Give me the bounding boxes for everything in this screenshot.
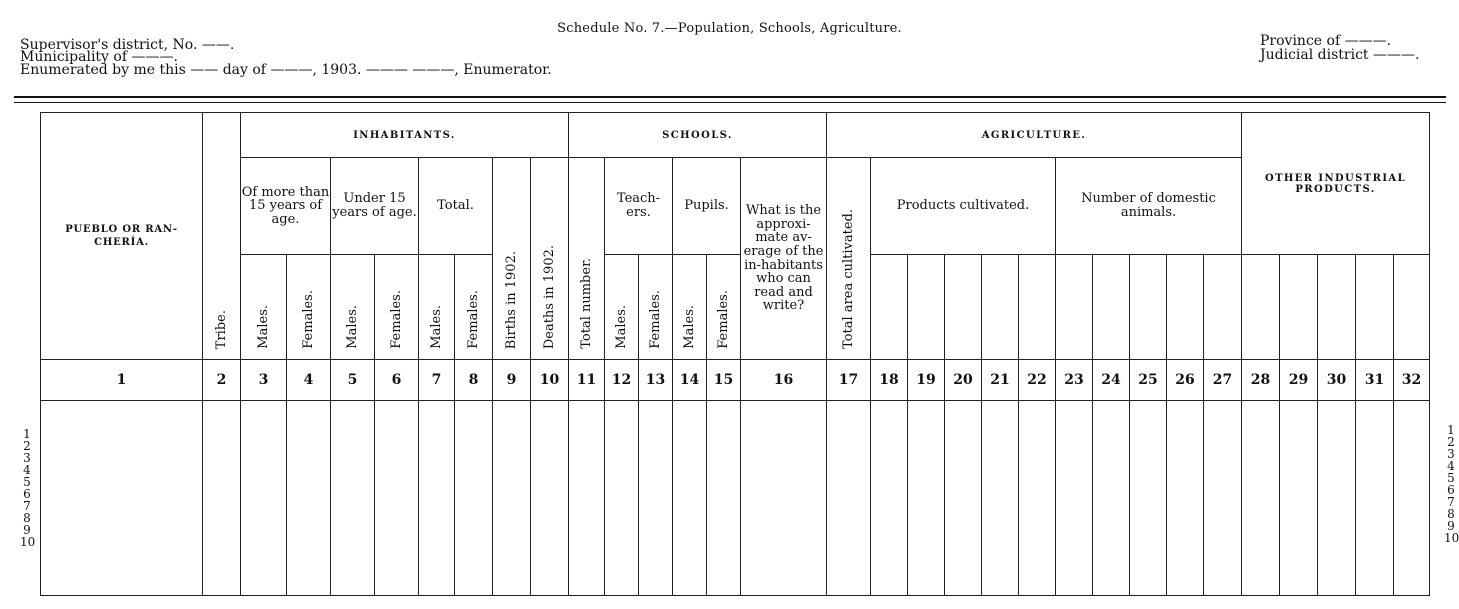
column-number-row xyxy=(41,360,1430,401)
blank-header xyxy=(1356,255,1394,360)
header-agriculture: AGRICULTURE. xyxy=(827,113,1242,158)
entry-cell[interactable] xyxy=(1394,401,1430,596)
blank-header xyxy=(871,255,908,360)
entry-cell[interactable] xyxy=(287,401,331,596)
row-number: 10 xyxy=(20,535,36,549)
entry-cell[interactable] xyxy=(1056,401,1093,596)
header-males: Males. xyxy=(673,255,707,360)
header-products-cultivated: Products cultivated. xyxy=(871,158,1056,255)
blank-header xyxy=(1093,255,1130,360)
entry-cell[interactable] xyxy=(1130,401,1167,596)
entry-cell[interactable] xyxy=(1093,401,1130,596)
column-number: 22 xyxy=(1019,360,1056,401)
enumerated-line: Enumerated by me this —— day of ———, 1903. ——— ———, Enumerator. xyxy=(20,62,552,78)
row-number: 1 xyxy=(1447,423,1455,437)
header-teachers: Teach-ers. xyxy=(605,158,673,255)
column-number: 20 xyxy=(945,360,982,401)
row-number: 4 xyxy=(1447,459,1455,473)
entry-cell[interactable] xyxy=(1318,401,1356,596)
entry-cell[interactable] xyxy=(41,401,203,596)
row-number: 5 xyxy=(23,475,31,489)
entry-cell[interactable] xyxy=(827,401,871,596)
row-numbers-right xyxy=(1444,424,1458,544)
row-number: 9 xyxy=(1447,519,1455,533)
column-number: 15 xyxy=(707,360,741,401)
header-females: Females. xyxy=(287,255,331,360)
blank-header xyxy=(1056,255,1093,360)
column-number: 12 xyxy=(605,360,639,401)
schedule-subject: —Population, Schools, Agriculture. xyxy=(664,21,902,36)
column-number: 23 xyxy=(1056,360,1093,401)
blank-header xyxy=(1318,255,1356,360)
header-inhabitants: INHABITANTS. xyxy=(241,113,569,158)
entry-cell[interactable] xyxy=(531,401,569,596)
row-number: 5 xyxy=(1447,471,1455,485)
data-row xyxy=(41,401,1430,596)
column-number: 4 xyxy=(287,360,331,401)
entry-cell[interactable] xyxy=(639,401,673,596)
header-pueblo: PUEBLO OR RAN-CHERÍA. xyxy=(41,113,203,360)
header-males: Males. xyxy=(605,255,639,360)
column-number: 26 xyxy=(1167,360,1204,401)
schedule-number: Schedule No. 7. xyxy=(557,21,665,36)
row-number: 1 xyxy=(23,427,31,441)
entry-cell[interactable] xyxy=(203,401,241,596)
entry-cell[interactable] xyxy=(1242,401,1280,596)
entry-cell[interactable] xyxy=(982,401,1019,596)
column-number: 3 xyxy=(241,360,287,401)
row-number: 3 xyxy=(1447,447,1455,461)
header-males: Males. xyxy=(241,255,287,360)
header-total-area: Total area cultivated. xyxy=(827,158,871,360)
column-number: 25 xyxy=(1130,360,1167,401)
entry-cell[interactable] xyxy=(1356,401,1394,596)
entry-cell[interactable] xyxy=(908,401,945,596)
province-line: Province of ———. xyxy=(1260,33,1392,49)
column-number: 13 xyxy=(639,360,673,401)
row-number: 2 xyxy=(23,439,31,453)
blank-header xyxy=(1242,255,1280,360)
entry-cell[interactable] xyxy=(871,401,908,596)
blank-header xyxy=(945,255,982,360)
row-number: 7 xyxy=(23,499,31,513)
entry-cell[interactable] xyxy=(569,401,605,596)
blank-header xyxy=(1019,255,1056,360)
column-number: 29 xyxy=(1280,360,1318,401)
header-schools: SCHOOLS. xyxy=(569,113,827,158)
column-number: 24 xyxy=(1093,360,1130,401)
row-number: 9 xyxy=(23,523,31,537)
entry-cell[interactable] xyxy=(1019,401,1056,596)
column-number: 30 xyxy=(1318,360,1356,401)
header-total: Total. xyxy=(419,158,493,255)
row-number: 2 xyxy=(1447,435,1455,449)
entry-cell[interactable] xyxy=(1280,401,1318,596)
row-number: 3 xyxy=(23,451,31,465)
blank-header xyxy=(1167,255,1204,360)
header-males: Males. xyxy=(419,255,455,360)
row-number: 7 xyxy=(1447,495,1455,509)
column-number: 6 xyxy=(375,360,419,401)
entry-cell[interactable] xyxy=(241,401,287,596)
header-females: Females. xyxy=(639,255,673,360)
schedule-table xyxy=(40,112,1430,596)
entry-cell[interactable] xyxy=(707,401,741,596)
blank-header xyxy=(1394,255,1430,360)
header-pupils: Pupils. xyxy=(673,158,741,255)
column-number: 1 xyxy=(41,360,203,401)
entry-cell[interactable] xyxy=(1167,401,1204,596)
row-number: 8 xyxy=(23,511,31,525)
header-females: Females. xyxy=(707,255,741,360)
header-females: Females. xyxy=(455,255,493,360)
header-deaths: Deaths in 1902. xyxy=(531,158,569,360)
entry-cell[interactable] xyxy=(375,401,419,596)
supervisor-district-line: Supervisor's district, No. ——. xyxy=(20,37,235,53)
blank-header xyxy=(982,255,1019,360)
header-total-number: Total number. xyxy=(569,158,605,360)
judicial-district-line: Judicial district ———. xyxy=(1260,47,1420,63)
entry-cell[interactable] xyxy=(605,401,639,596)
column-number: 5 xyxy=(331,360,375,401)
header-females: Females. xyxy=(375,255,419,360)
entry-cell[interactable] xyxy=(1204,401,1242,596)
column-number: 10 xyxy=(531,360,569,401)
header-literacy: What is the approxi-mate av-erage of the in-habitants who can read and write? xyxy=(741,158,827,360)
header-males: Males. xyxy=(331,255,375,360)
header-births: Births in 1902. xyxy=(493,158,531,360)
column-number: 19 xyxy=(908,360,945,401)
column-number: 28 xyxy=(1242,360,1280,401)
blank-header xyxy=(1130,255,1167,360)
row-number: 10 xyxy=(1444,531,1459,545)
row-number: 8 xyxy=(1447,507,1455,521)
row-number: 6 xyxy=(1447,483,1455,497)
top-rule-thin xyxy=(14,102,1446,103)
column-number: 31 xyxy=(1356,360,1394,401)
header-under-15: Under 15 years of age. xyxy=(331,158,419,255)
top-rule-thick xyxy=(14,96,1446,98)
entry-cell[interactable] xyxy=(945,401,982,596)
entry-cell[interactable] xyxy=(455,401,493,596)
column-number: 7 xyxy=(419,360,455,401)
column-number: 32 xyxy=(1394,360,1430,401)
column-number: 14 xyxy=(673,360,707,401)
column-number: 18 xyxy=(871,360,908,401)
header-over-15: Of more than 15 years of age. xyxy=(241,158,331,255)
row-number: 6 xyxy=(23,487,31,501)
header-domestic-animals: Number of domestic animals. xyxy=(1056,158,1242,255)
column-number: 11 xyxy=(569,360,605,401)
column-number: 21 xyxy=(982,360,1019,401)
entry-cell[interactable] xyxy=(419,401,455,596)
header-tribe: Tribe. xyxy=(203,113,241,360)
row-number: 4 xyxy=(23,463,31,477)
entry-cell[interactable] xyxy=(673,401,707,596)
column-number: 2 xyxy=(203,360,241,401)
entry-cell[interactable] xyxy=(331,401,375,596)
schedule-title xyxy=(0,22,1459,35)
column-number: 27 xyxy=(1204,360,1242,401)
column-number: 8 xyxy=(455,360,493,401)
entry-cell[interactable] xyxy=(741,401,827,596)
blank-header xyxy=(908,255,945,360)
blank-header xyxy=(1280,255,1318,360)
row-numbers-left xyxy=(20,428,34,548)
header-other-industrial: OTHER INDUSTRIAL PRODUCTS. xyxy=(1242,113,1430,255)
column-number: 9 xyxy=(493,360,531,401)
blank-header xyxy=(1204,255,1242,360)
column-number: 17 xyxy=(827,360,871,401)
column-number: 16 xyxy=(741,360,827,401)
municipality-line: Municipality of ———. xyxy=(20,49,178,65)
entry-cell[interactable] xyxy=(493,401,531,596)
